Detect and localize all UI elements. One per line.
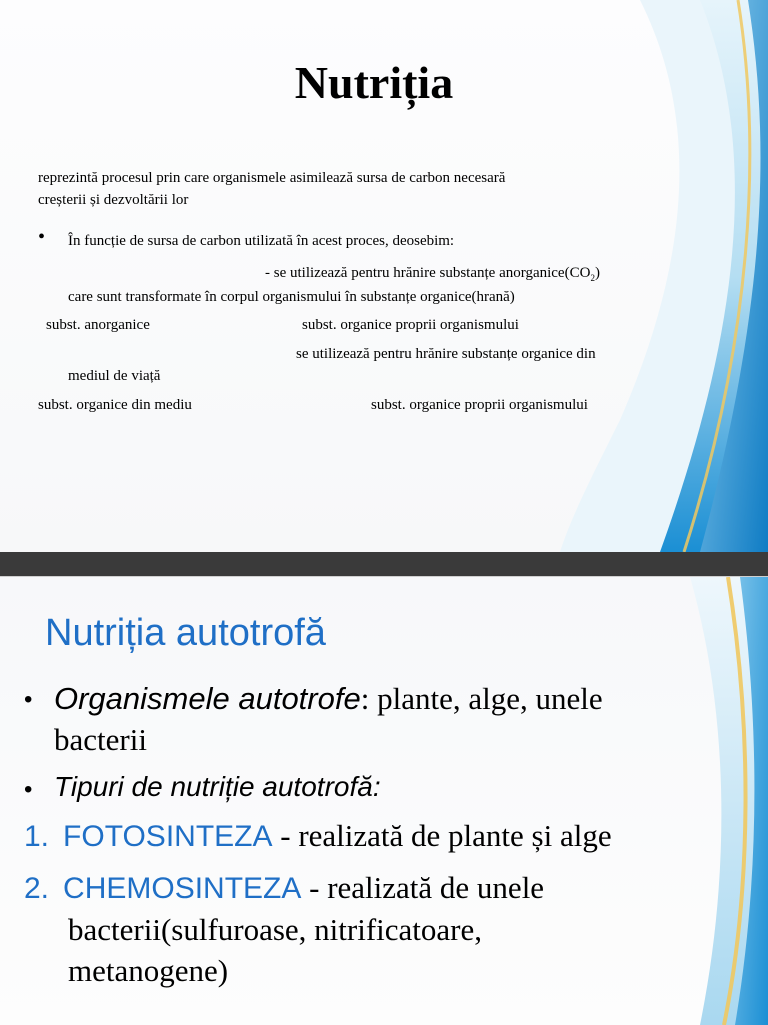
- bullet-types: Tipuri de nutriție autotrofă:: [54, 771, 381, 802]
- bullet-organisms: Organismele autotrofe: plante, alge, unele: [54, 681, 603, 716]
- bullet-marker: •: [24, 686, 33, 713]
- heterotroph-line-2: mediul de viață: [68, 368, 161, 384]
- heterotroph-to: subst. organice proprii organismului: [371, 397, 588, 413]
- list-item-chemosinteza: 2. CHEMOSINTEZA - realizată de unele: [24, 870, 545, 905]
- bullet-marker: •: [38, 226, 46, 248]
- bullet-text: În funcție de sursa de carbon utilizată în acest proces, deosebim:: [68, 233, 455, 249]
- autotroph-from: subst. anorganice: [46, 317, 150, 333]
- autotroph-line-1: - se utilizează pentru hrănire substanțe $anorganice(CO_2)$: [265, 265, 600, 283]
- list-item-fotosinteza: 1. FOTOSINTEZA - realizată de plante și alge: [24, 818, 612, 853]
- intro-line-2: creșterii și dezvoltării lor: [38, 192, 189, 208]
- list-item-chemosinteza-line-2: bacterii(sulfuroase, nitrificatoare,: [68, 912, 482, 947]
- slide-title: Nutriția autotrofă: [45, 612, 326, 654]
- slide-title: Nutriția: [294, 57, 454, 108]
- heterotroph-from: subst. organice din mediu: [38, 397, 192, 413]
- autotroph-line-2: care sunt transformate în corpul organismului în substanțe organice(hrană): [68, 289, 515, 305]
- list-item-chemosinteza-line-3: metanogene): [68, 953, 229, 988]
- bullet-marker: •: [24, 776, 33, 803]
- heterotroph-line-1: se utilizează pentru hrănire substanțe organice din: [296, 346, 596, 362]
- bullet-organisms-line-2: bacterii: [54, 722, 147, 757]
- autotroph-to: subst. organice proprii organismului: [302, 317, 519, 333]
- intro-line-1: reprezintă procesul prin care organismele asimilează sursa de carbon necesară: [38, 170, 506, 186]
